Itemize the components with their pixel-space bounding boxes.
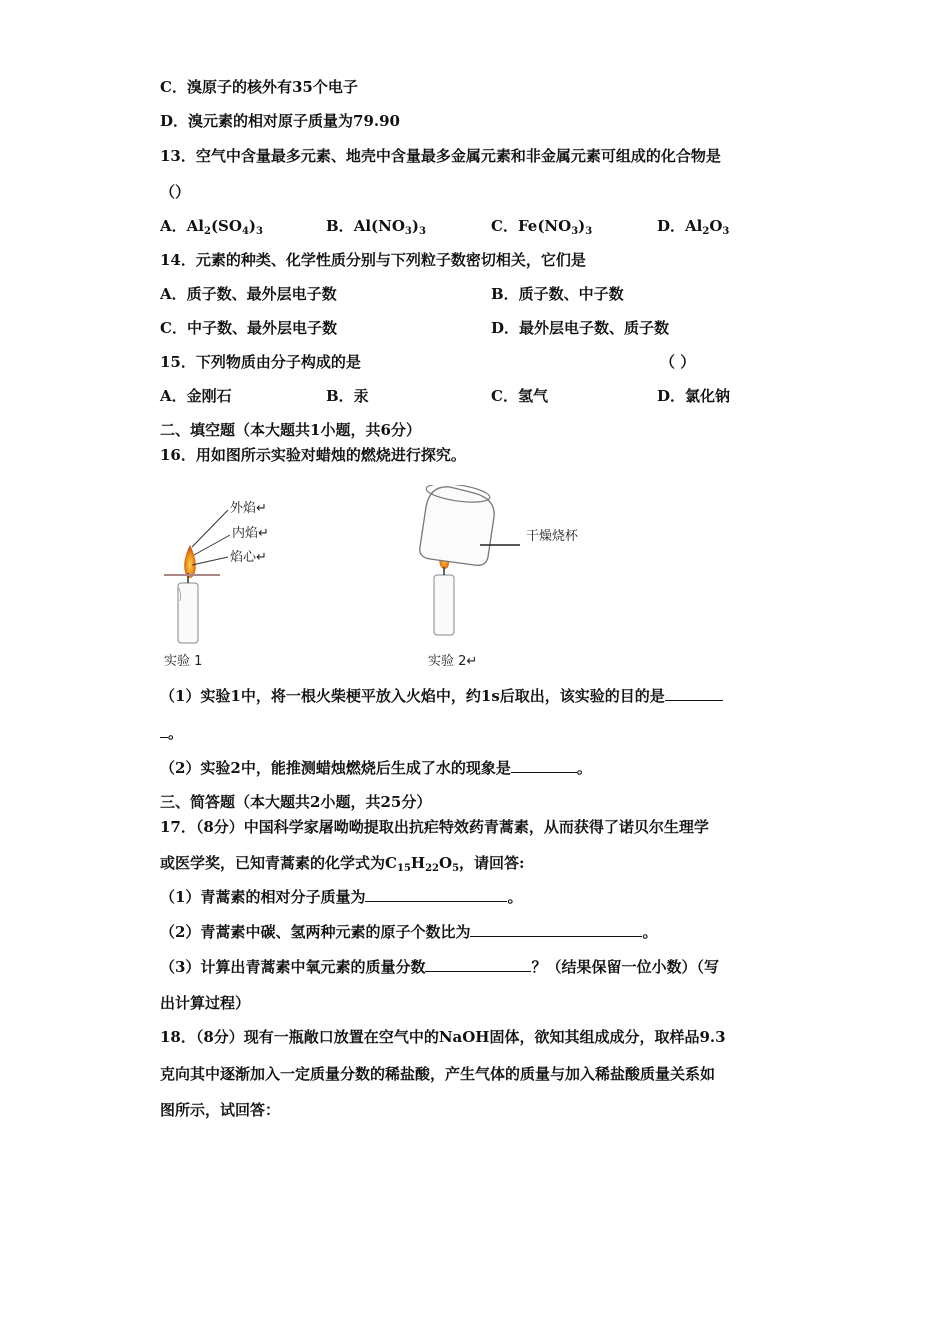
label-inner-flame: 内焰↵ (232, 526, 269, 541)
q14-option-d: D．最外层电子数、质子数 (491, 319, 670, 337)
q13-stem: 13．空气中含量最多元素、地壳中含量最多金属元素和非金属元素可组成的化合物是 (160, 147, 721, 165)
q15-option-d: D．氯化钠 (657, 387, 731, 405)
q17-line1: 17．（8分）中国科学家屠呦呦提取出抗疟特效药青蒿素，从而获得了诺贝尔生理学 (160, 818, 709, 836)
q13-option-d: D．$Al_2O_3$ (657, 217, 730, 237)
q16-sub1: （1）实验1中，将一根火柴梗平放入火焰中，约1s后取出，该实验的目的是 (160, 686, 723, 706)
answer-blank[interactable] (511, 758, 577, 773)
label-flame-core: 焰心↵ (230, 550, 267, 565)
q18-line1: 18．（8分）现有一瓶敞口放置在空气中的NaOH固体，欲知其组成成分，取样品9.3 (160, 1028, 726, 1046)
answer-blank[interactable] (665, 686, 723, 701)
label-experiment-1: 实验 1 (164, 654, 203, 669)
section2-title: 二、填空题（本大题共1小题，共6分） (160, 421, 421, 439)
label-dry-beaker: 干燥烧杯 (526, 529, 579, 544)
candle-experiment-illustration (150, 485, 610, 675)
q13-option-b: B．$Al(NO_3)_3$ (326, 217, 426, 237)
answer-blank[interactable] (470, 922, 642, 937)
q18-line2: 克向其中逐渐加入一定质量分数的稀盐酸，产生气体的质量与加入稀盐酸质量关系如 (160, 1065, 716, 1083)
section3-title: 三、简答题（本大题共2小题，共25分） (160, 793, 432, 811)
q15-option-a: A．金刚石 (160, 387, 232, 405)
label-experiment-2: 实验 2↵ (428, 654, 478, 669)
q14-stem: 14．元素的种类、化学性质分别与下列粒子数密切相关，它们是 (160, 251, 586, 269)
answer-blank[interactable] (160, 723, 168, 738)
q18-line3: 图所示，试回答： (160, 1101, 281, 1119)
q17-sub3: （3）计算出青蒿素中氧元素的质量分数 ？（结果保留一位小数）（写 (160, 958, 719, 976)
dry-beaker-icon (420, 485, 520, 565)
q14-option-b: B．质子数、中子数 (491, 285, 624, 303)
q13-paren: （） (160, 183, 191, 201)
q17-sub3-cont: 出计算过程） (160, 994, 251, 1012)
q15-stem: 15．下列物质由分子构成的是 (160, 353, 361, 371)
q15-option-b: B．汞 (326, 387, 369, 405)
q12-option-d: D．溴元素的相对原子质量为79.90 (160, 112, 400, 130)
q16-stem: 16．用如图所示实验对蜡烛的燃烧进行探究。 (160, 446, 466, 464)
q14-option-a: A．质子数、最外层电子数 (160, 285, 337, 303)
candle-experiment-figure (150, 485, 610, 675)
q15-option-c: C．氢气 (491, 387, 548, 405)
q17-line2: 或医学奖，已知青蒿素的化学式为$C_{15}H_{22}O_5$，请回答: (160, 854, 525, 874)
q13-option-a: A．$Al_2(SO_4)_3$ (160, 217, 263, 237)
q13-option-c: C．$Fe(NO_3)_3$ (491, 217, 593, 237)
q17-sub2: （2）青蒿素中碳、氢两种元素的原子个数比为 。 (160, 923, 658, 941)
answer-blank[interactable] (365, 887, 507, 902)
candle-1-icon (164, 510, 230, 643)
q14-option-c: C．中子数、最外层电子数 (160, 319, 337, 337)
q16-sub2: （2）实验2中，能推测蜡烛燃烧后生成了水的现象是 。 (160, 759, 592, 777)
q12-option-c: C．溴原子的核外有35个电子 (160, 78, 358, 96)
artemisinin-formula: $C_{15}H_{22}O_5$ (385, 854, 460, 874)
q15-paren: （ ） (660, 353, 696, 371)
label-outer-flame: 外焰↵ (230, 501, 267, 516)
answer-blank[interactable] (425, 957, 531, 972)
q17-sub1: （1）青蒿素的相对分子质量为 。 (160, 888, 523, 906)
q16-sub1-cont: 。 (160, 723, 183, 743)
